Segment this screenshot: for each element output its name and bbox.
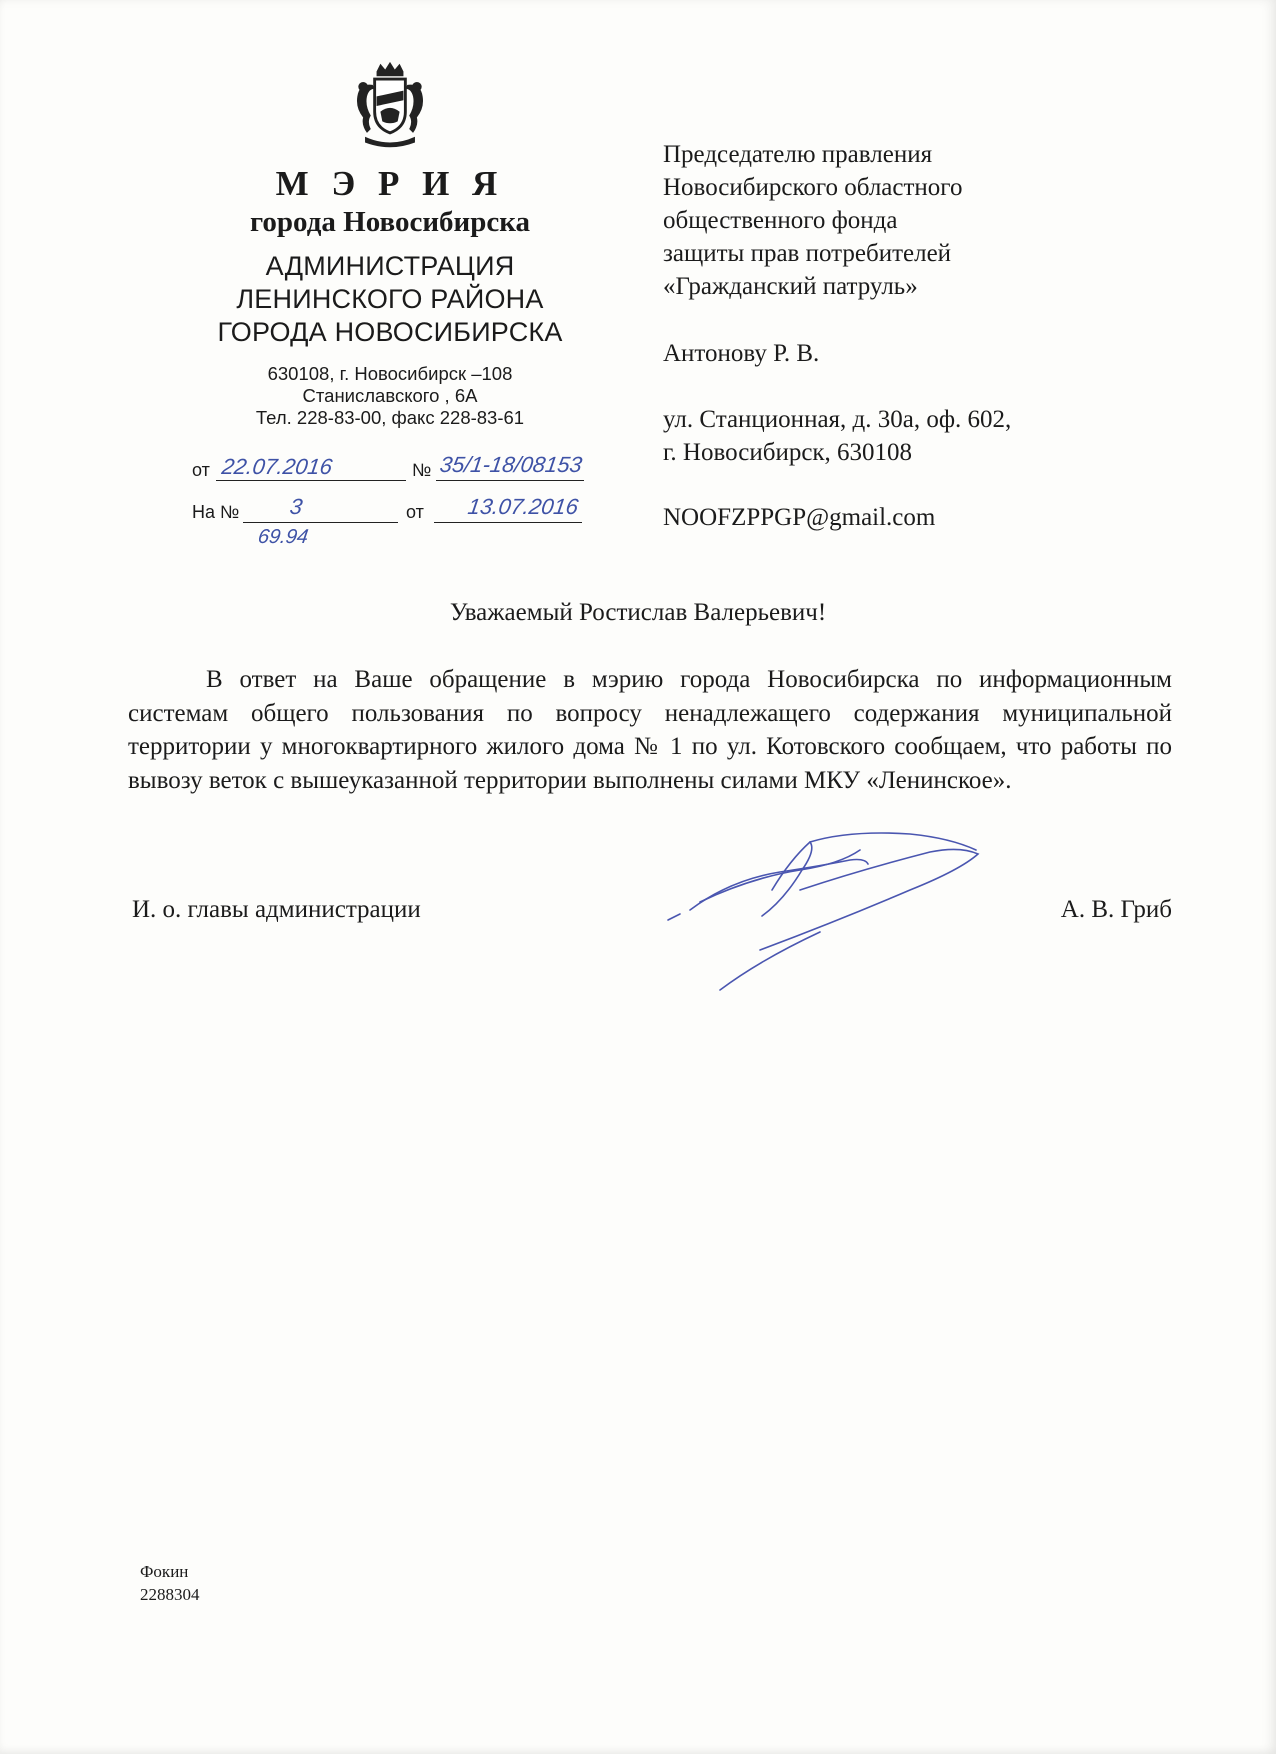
addressee-address-line-2: г. Новосибирск, 630108 xyxy=(663,439,913,466)
number-underline xyxy=(436,480,584,481)
address-line-1: 630108, г. Новосибирск –108 xyxy=(267,363,513,384)
salutation: Уважаемый Ростислав Валерьевич! xyxy=(449,599,827,626)
number-label: № xyxy=(412,460,432,480)
executor-footer xyxy=(140,1560,200,1606)
reply-date-underline xyxy=(434,522,582,523)
executor-name: Фокин xyxy=(140,1562,189,1581)
reply-date-handwritten: 13.07.2016 xyxy=(466,494,580,519)
reply-number-extra-handwritten: 69.94 xyxy=(256,526,310,548)
admin-line-3: ГОРОДА НОВОСИБИРСКА xyxy=(217,317,563,347)
addressee-name: Антонову Р. В. xyxy=(663,340,820,367)
coat-of-arms-icon xyxy=(342,58,438,154)
reply-number-label: На № xyxy=(192,502,240,522)
letter-body: В ответ на Ваше обращение в мэрию города Новосибирска по информационным системам общего пользования по вопросу ненадлежащего содержания муниципальной территории у многоквартирного жилого дома № 1 по ул. Котовского сообщаем, что работы по вывозу веток с вышеуказанной территории выполнены силами МКУ «Ленинское». xyxy=(128,666,1172,794)
admin-line-1: АДМИНИСТРАЦИЯ xyxy=(265,251,515,281)
handwritten-signature-icon xyxy=(660,820,1000,1000)
addressee-line-2: Новосибирского областного xyxy=(663,174,963,201)
letterhead xyxy=(180,58,600,429)
addressee-line-4: защиты прав потребителей xyxy=(663,240,952,267)
addressee-line-1: Председателю правления xyxy=(663,141,933,168)
signatory-name: А. В. Гриб xyxy=(1060,896,1172,923)
reply-date-label: от xyxy=(406,502,424,522)
mayoralty-city: города Новосибирска xyxy=(249,206,531,238)
address-line-2: Станиславского , 6А xyxy=(302,385,478,406)
reply-number-handwritten: 3 xyxy=(288,494,305,519)
reply-number-underline xyxy=(243,522,398,523)
executor-phone: 2288304 xyxy=(140,1585,200,1604)
date-label: от xyxy=(192,460,210,480)
date-underline xyxy=(216,480,406,481)
admin-line-2: ЛЕНИНСКОГО РАЙОНА xyxy=(236,284,544,314)
addressee-line-3: общественного фонда xyxy=(663,207,898,234)
date-handwritten: 22.07.2016 xyxy=(220,454,334,479)
addressee-block xyxy=(663,138,1223,534)
addressee-line-5: «Гражданский патруль» xyxy=(663,273,918,300)
address-line-3: Тел. 228-83-00, факс 228-83-61 xyxy=(255,407,525,428)
mayoralty-title: М Э Р И Я xyxy=(275,164,505,203)
addressee-email: NOOFZPPGP@gmail.com xyxy=(663,504,936,531)
number-handwritten: 35/1-18/08153 xyxy=(438,452,584,477)
signatory-role: И. о. главы администрации xyxy=(132,896,421,923)
addressee-address-line-1: ул. Станционная, д. 30а, оф. 602, xyxy=(663,406,1012,433)
